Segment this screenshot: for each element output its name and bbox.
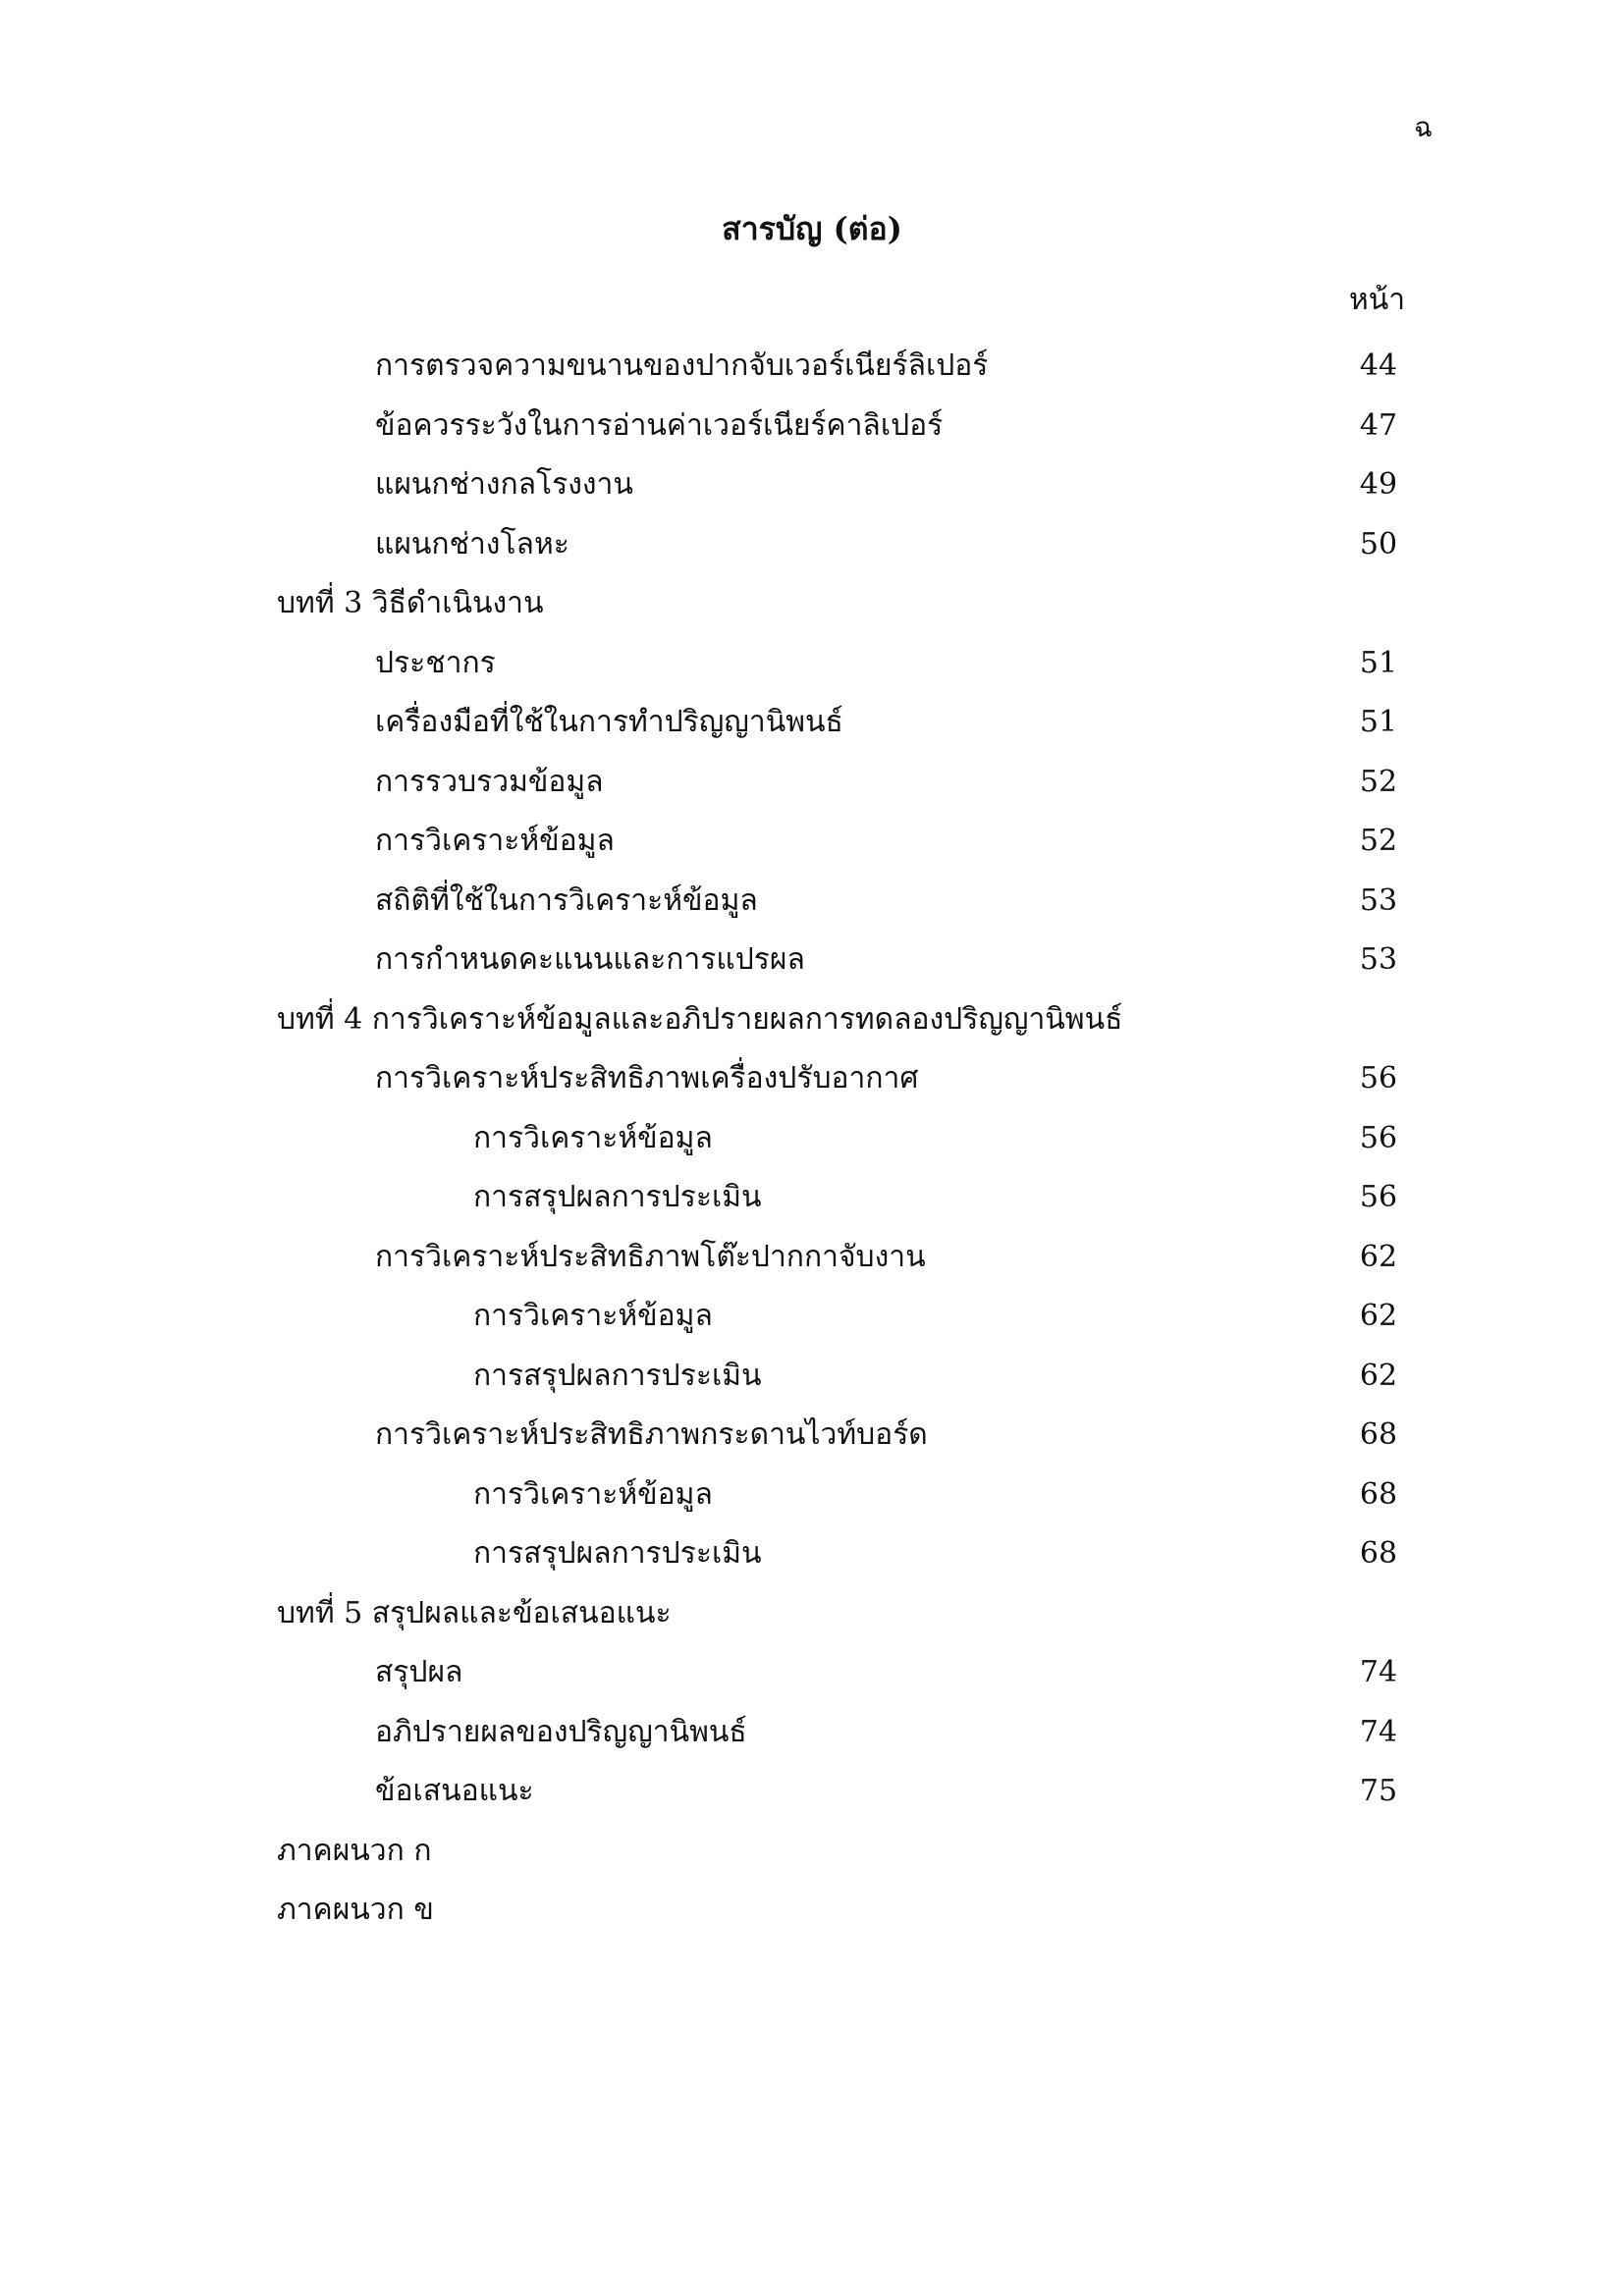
toc-entry-page: 53 — [1359, 942, 1398, 977]
toc-entry-row — [0, 1347, 1624, 1407]
toc-entry-row — [0, 1228, 1624, 1288]
toc-chapter-row — [0, 990, 1624, 1050]
toc-entry-label: การวิเคราะห์ข้อมูล — [473, 1299, 713, 1333]
toc-entry-page: 44 — [1359, 348, 1398, 383]
toc-entry-row — [0, 753, 1624, 813]
toc-entry-label: ข้อควรระวังในการอ่านค่าเวอร์เนียร์คาลิเปอร์ — [375, 407, 944, 443]
toc-entry-label: การสรุปผลการประเมิน — [473, 1180, 762, 1214]
toc-entry-label: การวิเคราะห์ประสิทธิภาพเครื่องปรับอากาศ — [375, 1061, 919, 1095]
toc-entry-label: เครื่องมือที่ใช้ในการทำปริญญานิพนธ์ — [375, 705, 843, 739]
toc-entry-page: 53 — [1359, 882, 1398, 918]
toc-entry-label: สถิติที่ใช้ในการวิเคราะห์ข้อมูล — [375, 882, 758, 918]
toc-entry-page: 52 — [1359, 764, 1398, 799]
toc-entry-row — [0, 397, 1624, 456]
toc-entry-row — [0, 812, 1624, 872]
toc-entry-row — [0, 455, 1624, 515]
toc-entry-page: 47 — [1359, 407, 1398, 443]
toc-entry-row — [0, 515, 1624, 575]
toc-entry-label: บทที่ 3 วิธีดำเนินงาน — [277, 586, 544, 620]
toc-entry-row — [0, 634, 1624, 694]
toc-entry-label: การกำหนดคะแนนและการแปรผล — [375, 942, 805, 977]
toc-entry-row — [0, 1643, 1624, 1703]
toc-entry-row — [0, 1524, 1624, 1584]
toc-entry-label: การตรวจความขนานของปากจับเวอร์เนียร์ลิเปอร์ — [375, 348, 989, 383]
toc-entry-page: 50 — [1359, 526, 1398, 561]
toc-entry-label: ประชากร — [375, 645, 496, 680]
toc-entry-row — [0, 1109, 1624, 1169]
toc-entry-row — [0, 1466, 1624, 1525]
toc-entry-row — [0, 1703, 1624, 1763]
toc-entry-page: 68 — [1359, 1536, 1398, 1571]
toc-entry-page: 74 — [1359, 1655, 1398, 1689]
toc-entry-row — [0, 337, 1624, 397]
toc-entry-label: การวิเคราะห์ข้อมูล — [473, 1120, 713, 1155]
toc-entry-page: 56 — [1359, 1180, 1398, 1214]
toc-entry-page: 49 — [1359, 467, 1398, 502]
toc-entry-label: อภิปรายผลของปริญญานิพนธ์ — [375, 1714, 747, 1749]
toc-entry-page: 52 — [1359, 824, 1398, 858]
toc-entry-page: 74 — [1359, 1714, 1398, 1749]
table-of-contents — [0, 337, 1624, 1941]
toc-entry-label: บทที่ 5 สรุปผลและข้อเสนอแนะ — [277, 1595, 672, 1630]
toc-entry-label: การสรุปผลการประเมิน — [473, 1536, 762, 1571]
toc-entry-row — [0, 1287, 1624, 1347]
toc-entry-label: ภาคผนวก ก — [277, 1833, 432, 1868]
toc-entry-page: 62 — [1359, 1299, 1398, 1333]
toc-chapter-row — [0, 1881, 1624, 1941]
toc-entry-label: ข้อเสนอแนะ — [375, 1774, 534, 1808]
toc-entry-page: 56 — [1359, 1061, 1398, 1095]
toc-entry-page: 68 — [1359, 1476, 1398, 1512]
toc-chapter-row — [0, 574, 1624, 634]
toc-chapter-row — [0, 1822, 1624, 1882]
toc-entry-label: ภาคผนวก ข — [277, 1893, 434, 1927]
toc-entry-page: 56 — [1359, 1120, 1398, 1155]
toc-entry-label: การวิเคราะห์ข้อมูล — [375, 824, 615, 858]
page-title: สารบัญ (ต่อ) — [722, 210, 902, 247]
toc-entry-row — [0, 931, 1624, 990]
toc-entry-label: การสรุปผลการประเมิน — [473, 1358, 762, 1393]
toc-entry-page: 75 — [1359, 1774, 1398, 1808]
toc-entry-row — [0, 1049, 1624, 1109]
toc-entry-label: สรุปผล — [375, 1655, 463, 1689]
toc-chapter-row — [0, 1584, 1624, 1644]
toc-entry-row — [0, 693, 1624, 753]
page-column-header: หน้า — [1349, 283, 1406, 317]
toc-entry-label: บทที่ 4 การวิเคราะห์ข้อมูลและอภิปรายผลการทดลองปริญญานิพนธ์ — [277, 1001, 1123, 1037]
toc-entry-page: 51 — [1359, 705, 1398, 739]
page-number: ฉ — [1414, 111, 1434, 143]
toc-entry-label: การวิเคราะห์ประสิทธิภาพโต๊ะปากกาจับงาน — [375, 1239, 926, 1274]
toc-entry-label: การวิเคราะห์ประสิทธิภาพกระดานไวท์บอร์ด — [375, 1417, 928, 1452]
toc-entry-row — [0, 1168, 1624, 1228]
toc-entry-row — [0, 1762, 1624, 1822]
toc-entry-label: การวิเคราะห์ข้อมูล — [473, 1476, 713, 1512]
toc-entry-page: 51 — [1359, 645, 1398, 680]
toc-entry-page: 62 — [1359, 1239, 1398, 1274]
toc-entry-label: แผนกช่างกลโรงงาน — [375, 467, 633, 502]
toc-entry-page: 68 — [1359, 1417, 1398, 1452]
toc-entry-label: การรวบรวมข้อมูล — [375, 764, 604, 799]
toc-entry-label: แผนกช่างโลหะ — [375, 526, 569, 561]
toc-entry-row — [0, 872, 1624, 932]
toc-entry-page: 62 — [1359, 1358, 1398, 1393]
toc-entry-row — [0, 1406, 1624, 1466]
